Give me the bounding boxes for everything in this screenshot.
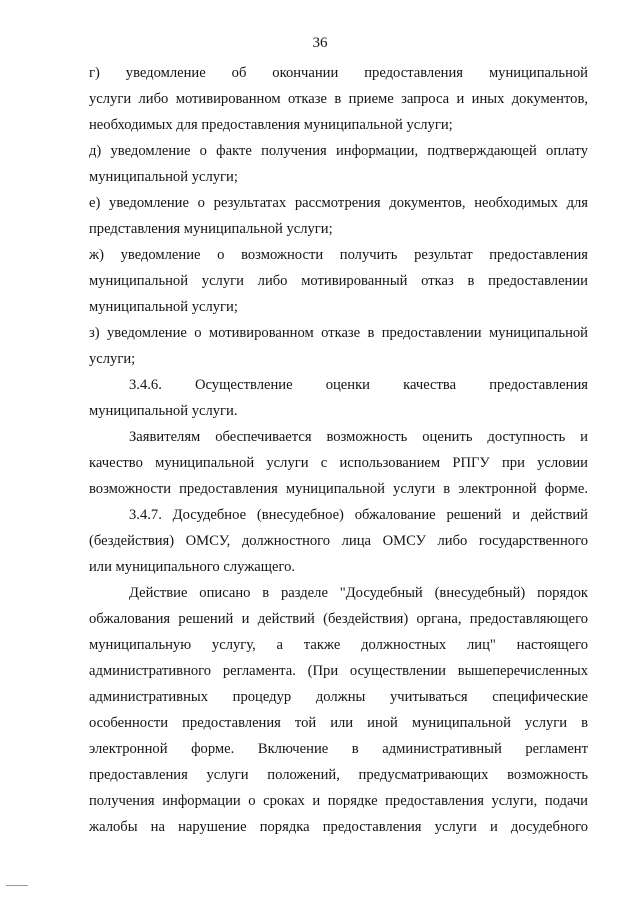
text-line: возможности предоставления муниципальной услуги в электронной форме.	[89, 481, 588, 497]
document-body	[89, 60, 588, 840]
page-number: 36	[312, 35, 328, 51]
text-line: 3.4.6. Осуществление оценки качества предоставления	[129, 377, 588, 393]
text-line: муниципальную услугу, а также должностных лиц" настоящего	[89, 637, 588, 653]
text-line: обжалования решений и действий (бездействия) органа, предоставляющего	[89, 611, 588, 627]
text-line: ж) уведомление о возможности получить результат предоставления	[89, 247, 588, 263]
text-line: Действие описано в разделе "Досудебный (внесудебный) порядок	[129, 585, 588, 601]
text-line: или муниципального служащего.	[89, 559, 296, 575]
text-line: муниципальной услуги.	[89, 403, 238, 419]
text-line: качество муниципальной услуги с использованием РПГУ при условии	[89, 455, 588, 471]
text-line: электронной форме. Включение в административный регламент	[89, 741, 588, 757]
text-line: муниципальной услуги;	[89, 169, 238, 185]
text-line: е) уведомление о результатах рассмотрения документов, необходимых для	[89, 195, 588, 211]
text-line: предоставления услуги положений, предусматривающих возможность	[89, 767, 588, 783]
text-line: услуги;	[89, 351, 136, 367]
margin-mark	[6, 885, 28, 886]
text-line: муниципальной услуги;	[89, 299, 238, 315]
text-line: получения информации о сроках и порядке предоставления услуги, подачи	[89, 793, 588, 809]
text-line: жалобы на нарушение порядка предоставления услуги и досудебного	[89, 819, 588, 835]
text-line: д) уведомление о факте получения информации, подтверждающей оплату	[89, 143, 588, 159]
text-line: Заявителям обеспечивается возможность оценить доступность и	[129, 429, 588, 445]
text-line: услуги либо мотивированном отказе в приеме запроса и иных документов,	[89, 91, 588, 107]
text-line: необходимых для предоставления муниципальной услуги;	[89, 117, 453, 133]
text-line: административных процедур должны учитываться специфические	[89, 689, 588, 705]
text-line: муниципальной услуги либо мотивированный отказ в предоставлении	[89, 273, 588, 289]
text-line: г) уведомление об окончании предоставления муниципальной	[89, 65, 588, 81]
text-line: представления муниципальной услуги;	[89, 221, 333, 237]
text-line: 3.4.7. Досудебное (внесудебное) обжалование решений и действий	[129, 507, 588, 523]
text-line: (бездействия) ОМСУ, должностного лица ОМСУ либо государственного	[89, 533, 588, 549]
text-line: особенности предоставления той или иной муниципальной услуги в	[89, 715, 588, 731]
text-line: административного регламента. (При осуществлении вышеперечисленных	[89, 663, 588, 679]
text-line: з) уведомление о мотивированном отказе в предоставлении муниципальной	[89, 325, 588, 341]
